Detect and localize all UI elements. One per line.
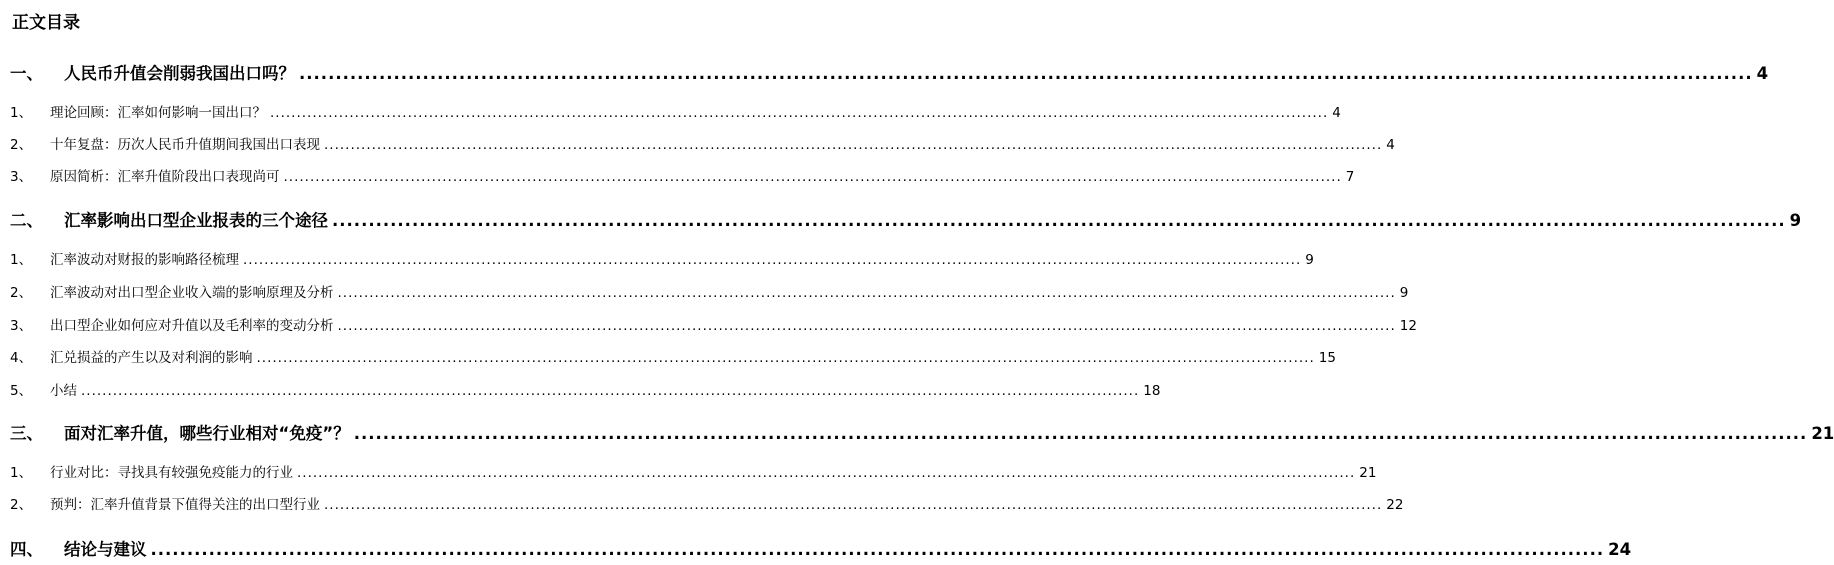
dot-leader: ........................................................................................................................................................................................................ (324, 497, 1383, 513)
toc-entry-number: 1、 (10, 465, 33, 481)
toc-entry-1-2[interactable] (10, 133, 1395, 153)
toc-entry-number: 1、 (10, 105, 33, 121)
toc-entry-page: 21 (1359, 465, 1377, 481)
toc-entry-page: 4 (1386, 137, 1395, 153)
toc-entry-2[interactable] (10, 207, 1802, 231)
dot-leader: ........................................................................................................................................................................................................ (353, 424, 1808, 443)
toc-entry-text: 面对汇率升值，哪些行业相对“免疫”？ (64, 424, 350, 443)
toc-entry-text: 人民币升值会削弱我国出口吗？ (64, 64, 295, 83)
toc-entry-page: 4 (1756, 64, 1769, 83)
toc-entry-text: 汇率影响出口型企业报表的三个途径 (64, 211, 328, 230)
toc-entry-1-1[interactable] (10, 101, 1341, 121)
toc-entry-page: 12 (1399, 318, 1417, 334)
toc-entry-number: 2、 (10, 497, 33, 513)
toc-entry-2-2[interactable] (10, 281, 1409, 301)
toc-entry-page: 9 (1789, 211, 1802, 230)
toc-entry-1-3[interactable] (10, 165, 1355, 185)
toc-entry-text: 预判：汇率升值背景下值得关注的出口型行业 (50, 497, 320, 513)
toc-entry-text: 理论回顾：汇率如何影响一国出口？ (50, 105, 266, 121)
toc-entry-page: 18 (1143, 383, 1161, 399)
toc-entry-number: 3、 (10, 318, 33, 334)
toc-entry-page: 9 (1305, 252, 1314, 268)
dot-leader: ........................................................................................................................................................................................................ (283, 169, 1342, 185)
toc-entry-number: 四、 (10, 540, 43, 559)
dot-leader: ........................................................................................................................................................................................................ (299, 64, 1753, 83)
dot-leader: ........................................................................................................................................................................................................ (337, 318, 1396, 334)
toc-entry-text: 行业对比：寻找具有较强免疫能力的行业 (50, 465, 293, 481)
toc-entry-page: 15 (1318, 350, 1336, 366)
toc-entry-page: 22 (1386, 497, 1404, 513)
dot-leader: ........................................................................................................................................................................................................ (81, 383, 1140, 399)
dot-leader: ........................................................................................................................................................................................................ (270, 105, 1329, 121)
toc-entry-number: 三、 (10, 424, 43, 443)
toc-entry-number: 4、 (10, 350, 33, 366)
toc-entry-3-1[interactable] (10, 461, 1377, 481)
dot-leader: ........................................................................................................................................................................................................ (297, 465, 1356, 481)
toc-entry-number: 1、 (10, 252, 33, 268)
toc-entry-2-5[interactable] (10, 379, 1161, 399)
toc-entry-3[interactable] (10, 420, 1834, 444)
toc-entry-number: 2、 (10, 285, 33, 301)
toc-entry-text: 汇率波动对出口型企业收入端的影响原理及分析 (50, 285, 334, 301)
dot-leader: ........................................................................................................................................................................................................ (332, 211, 1786, 230)
dot-leader: ........................................................................................................................................................................................................ (256, 350, 1315, 366)
toc-entry-page: 7 (1345, 169, 1355, 185)
toc-entry-3-2[interactable] (10, 493, 1404, 513)
dot-leader: ........................................................................................................................................................................................................ (324, 137, 1383, 153)
toc-entry-text: 十年复盘：历次人民币升值期间我国出口表现 (50, 137, 320, 153)
toc-title: 正文目录 (12, 13, 80, 33)
toc-entry-text: 出口型企业如何应对升值以及毛利率的变动分析 (50, 318, 334, 334)
toc-entry-text: 结论与建议 (64, 540, 147, 559)
toc-entry-text: 汇率波动对财报的影响路径梳理 (50, 252, 239, 268)
toc-entry-2-3[interactable] (10, 314, 1417, 334)
toc-entry-page: 4 (1332, 105, 1341, 121)
dot-leader: ........................................................................................................................................................................................................ (337, 285, 1396, 301)
toc-entry-page: 21 (1811, 424, 1834, 443)
toc-entry-text: 原因简析：汇率升值阶段出口表现尚可 (50, 169, 280, 185)
toc-entry-2-1[interactable] (10, 248, 1314, 268)
toc-entry-1[interactable] (10, 60, 1769, 84)
toc-entry-number: 一、 (10, 64, 43, 83)
toc-entry-text: 小结 (50, 383, 77, 399)
toc-entry-2-4[interactable] (10, 346, 1336, 366)
toc-entry-number: 二、 (10, 211, 43, 230)
toc-entry-number: 2、 (10, 137, 33, 153)
toc-entry-4[interactable] (10, 536, 1632, 560)
toc-entry-text: 汇兑损益的产生以及对利润的影响 (50, 350, 253, 366)
toc-entry-page: 9 (1399, 285, 1409, 301)
dot-leader: ........................................................................................................................................................................................................ (243, 252, 1302, 268)
toc-entry-page: 24 (1608, 540, 1632, 559)
dot-leader: ........................................................................................................................................................................................................ (150, 540, 1605, 559)
toc-entry-number: 3、 (10, 169, 33, 185)
toc-entry-number: 5、 (10, 383, 33, 399)
